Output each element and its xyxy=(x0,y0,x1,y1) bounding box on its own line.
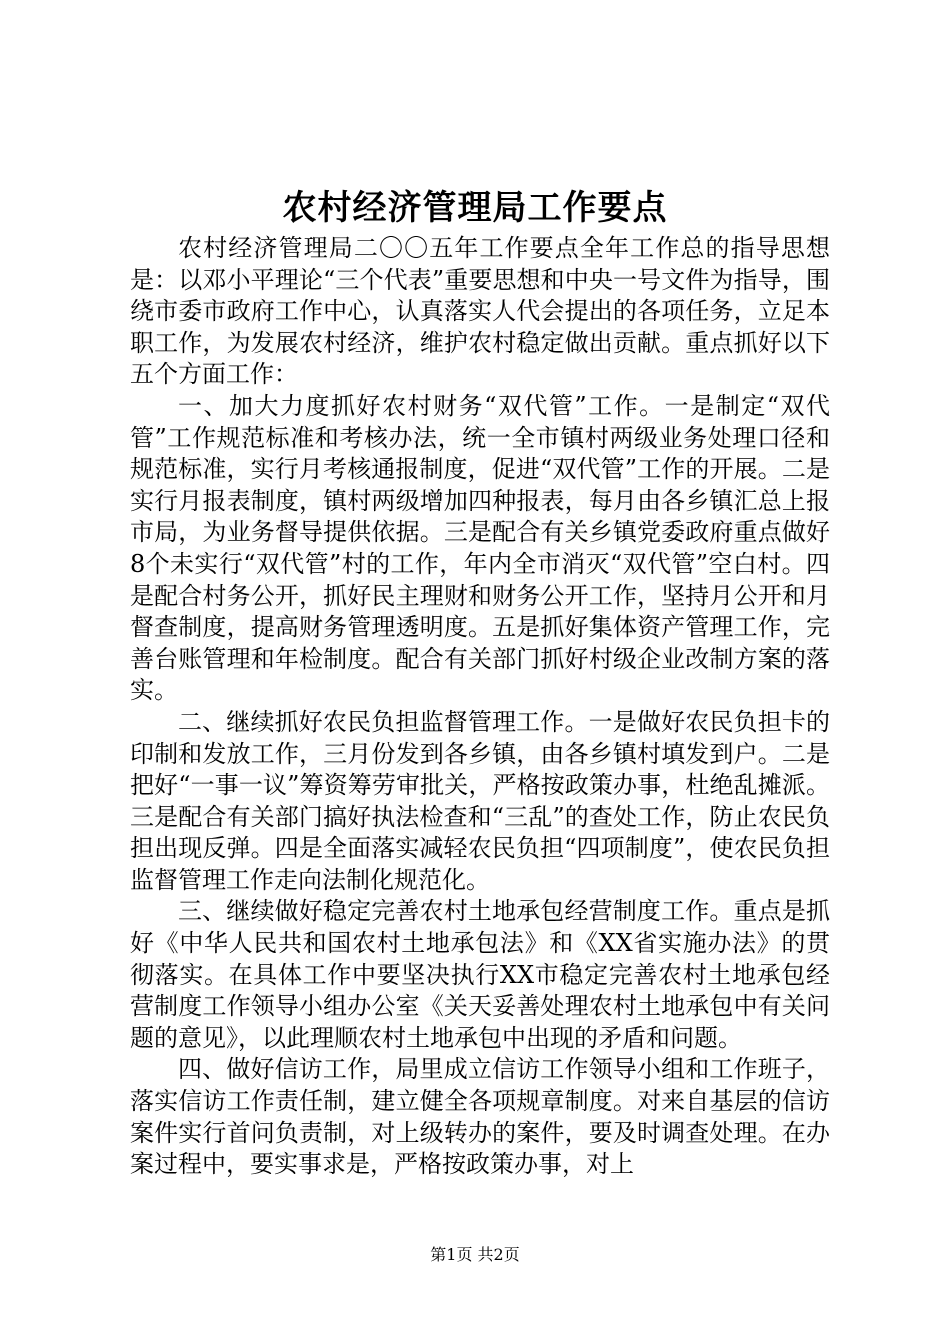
document-title: 农村经济管理局工作要点 xyxy=(282,188,668,228)
intro-paragraph: 农村经济管理局二〇〇五年工作要点全年工作总的指导思想是：以邓小平理论“三个代表”重要思想和中央一号文件为指导，围绕市委市政府工作中心，认真落实人代会提出的各项任务，立足本职工作，为发展农村经济，维护农村稳定做出贡献。重点抓好以下五个方面工作： xyxy=(130,234,830,389)
page-footer: 第1页 共2页 xyxy=(430,1245,520,1264)
section-1-paragraph: 一、加大力度抓好农村财务“双代管”工作。一是制定“双代管”工作规范标准和考核办法，统一全市镇村两级业务处理口径和规范标准，实行月考核通报制度，促进“双代管”工作的开展。二是实行月报表制度，镇村两级增加四种报表，每月由各乡镇汇总上报市局，为业务督导提供依据。三是配合有关乡镇党委政府重点做好8个未实行“双代管”村的工作，年内全市消灭“双代管”空白村。四是配合村务公开，抓好民主理财和财务公开工作，坚持月公开和月督查制度，提高财务管理透明度。五是抓好集体资产管理工作，完善台账管理和年检制度。配合有关部门抓好村级企业改制方案的落实。 xyxy=(130,391,830,705)
section-4-paragraph: 四、做好信访工作，局里成立信访工作领导小组和工作班子，落实信访工作责任制，建立健全各项规章制度。对来自基层的信访案件实行首问负责制，对上级转办的案件，要及时调查处理。在办案过程中，要实事求是，严格按政策办事，对上 xyxy=(130,1055,830,1179)
document-body xyxy=(130,233,830,1181)
section-3-paragraph: 三、继续做好稳定完善农村土地承包经营制度工作。重点是抓好《中华人民共和国农村土地承包法》和《XX省实施办法》的贯彻落实。在具体工作中要坚决执行XX市稳定完善农村土地承包经营制度工作领导小组办公室《关天妥善处理农村土地承包中有关问题的意见》，以此理顺农村土地承包中出现的矛盾和问题。 xyxy=(130,897,830,1052)
section-2-paragraph: 二、继续抓好农民负担监督管理工作。一是做好农民负担卡的印制和发放工作，三月份发到各乡镇，由各乡镇村填发到户。二是把好“一事一议”筹资筹劳审批关，严格按政策办事，杜绝乱摊派。三是配合有关部门搞好执法检查和“三乱”的查处工作，防止农民负担出现反弹。四是全面落实减轻农民负担“四项制度”，使农民负担监督管理工作走向法制化规范化。 xyxy=(130,707,830,894)
